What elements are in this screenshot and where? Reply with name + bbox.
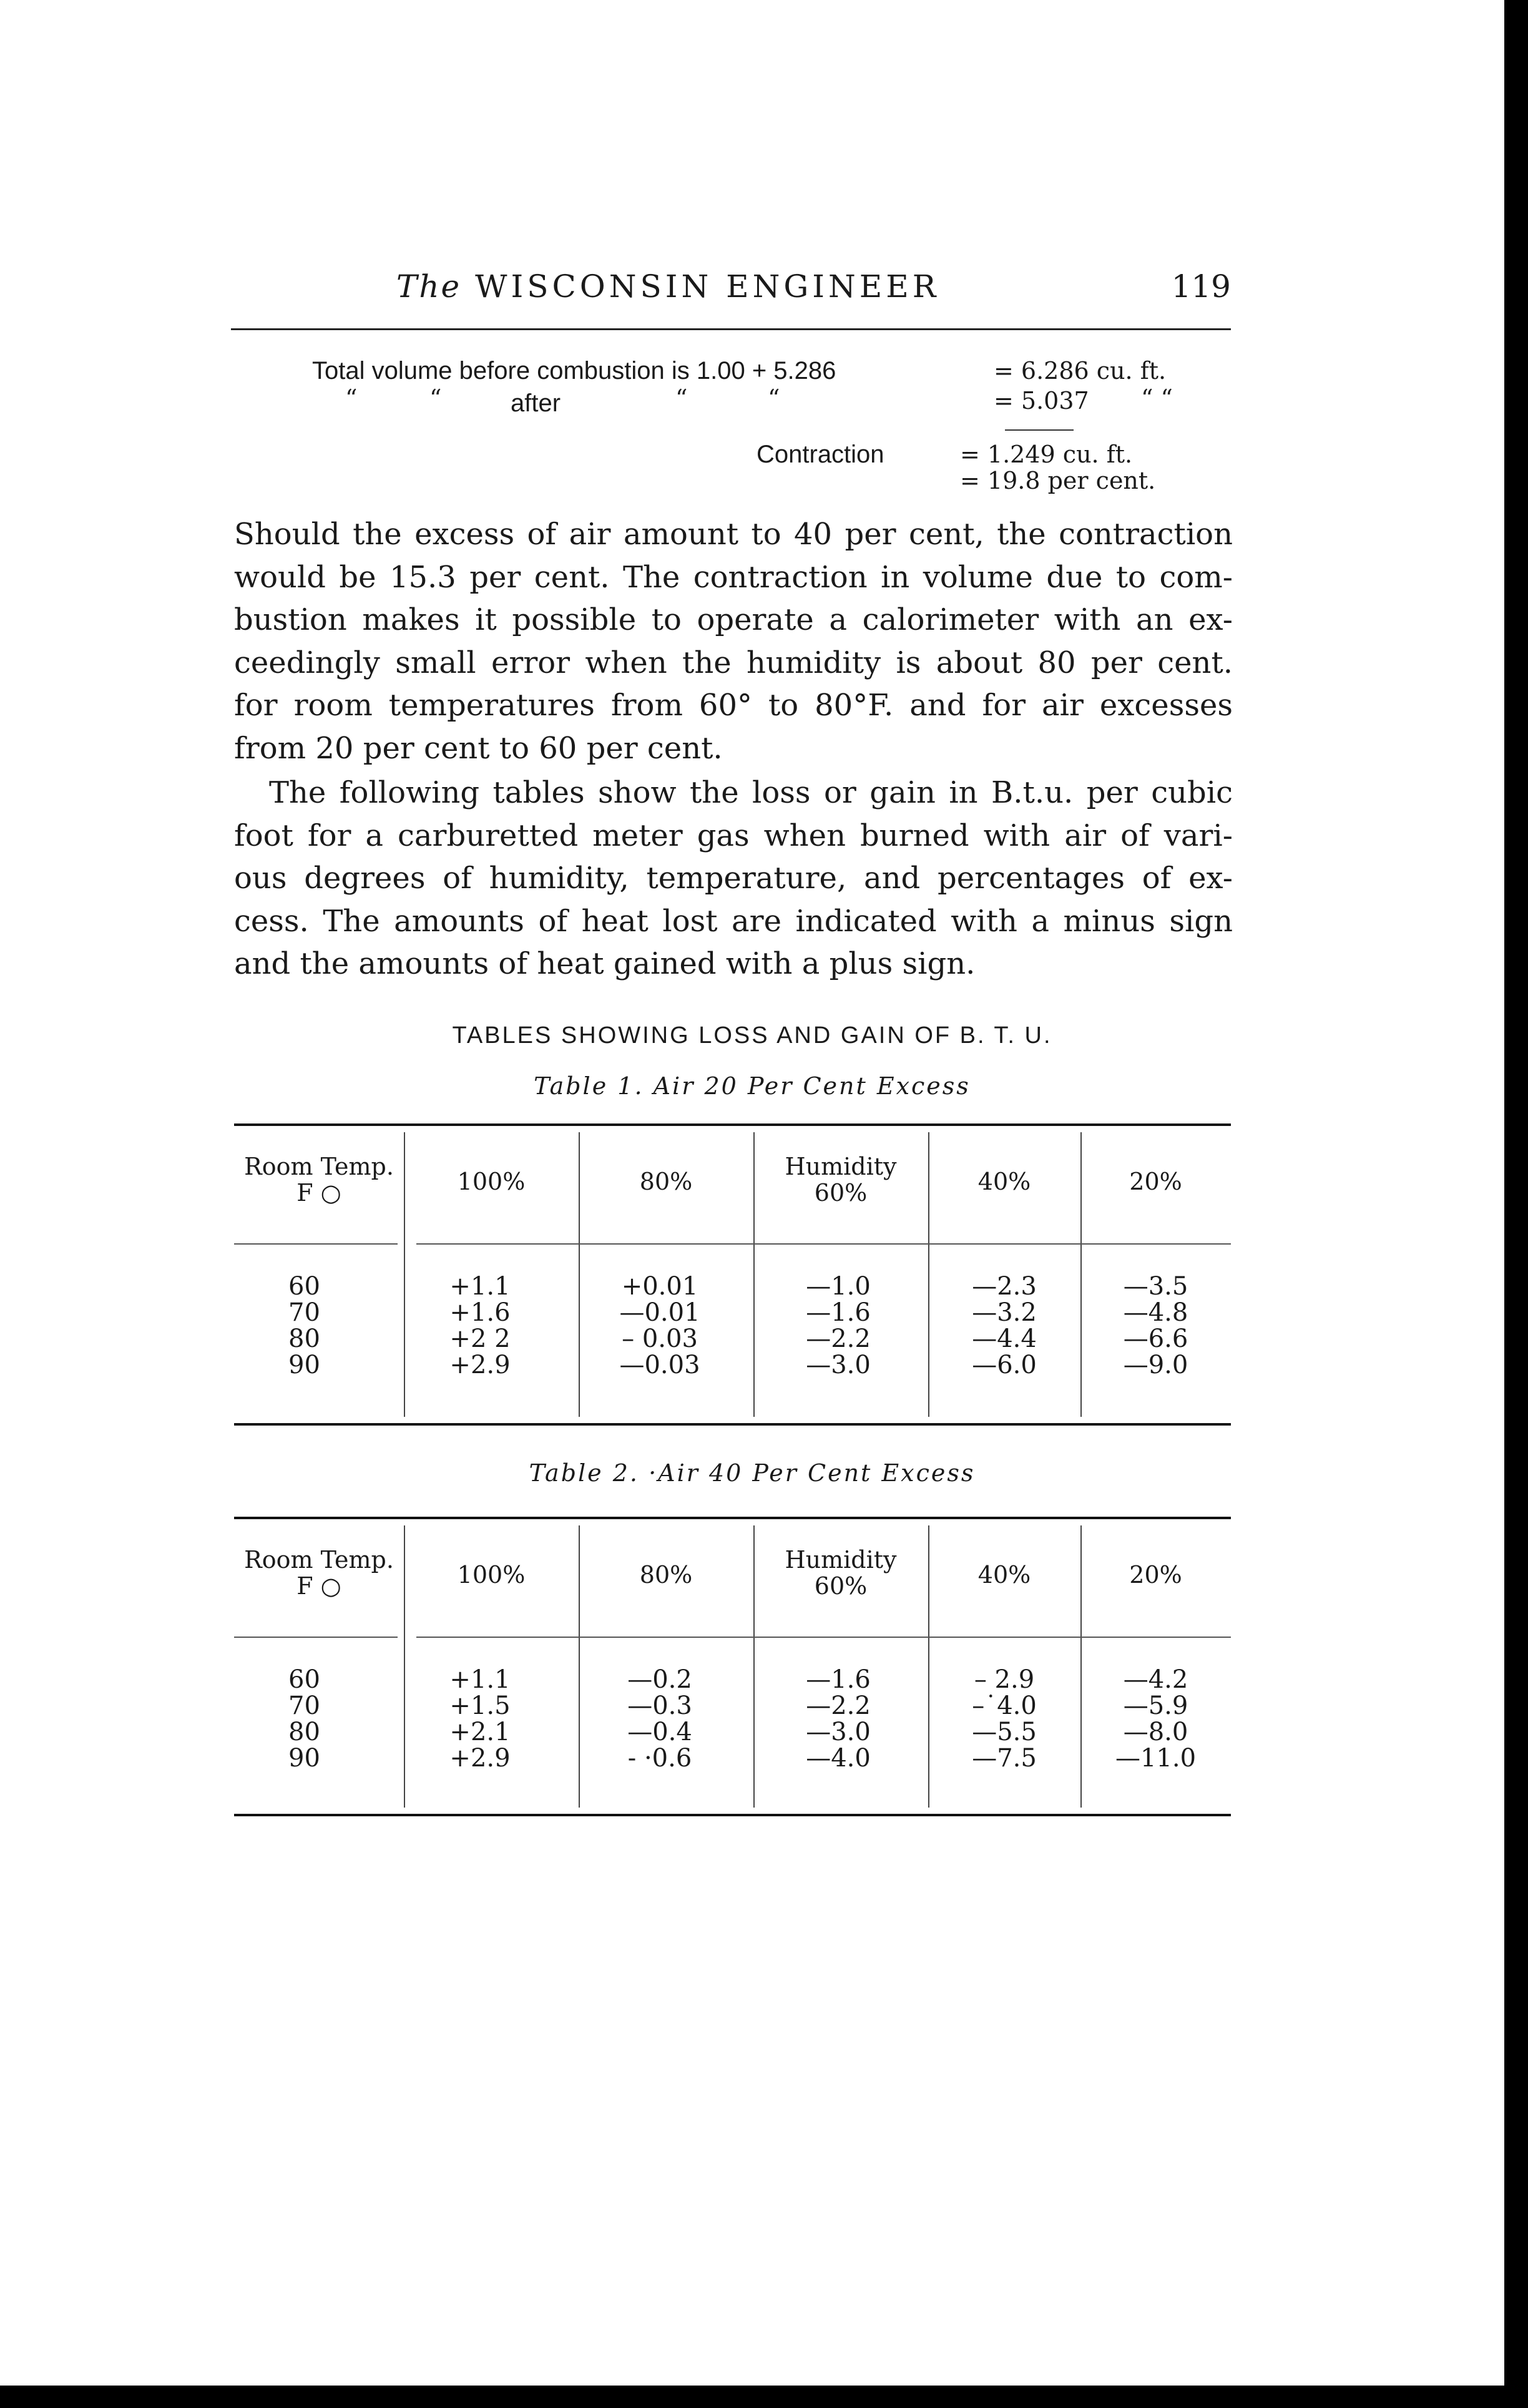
table-cell: —6.0: [972, 1351, 1037, 1379]
header-underline: [416, 1637, 1231, 1638]
table-rule: [234, 1814, 1231, 1816]
header-underline: [234, 1637, 398, 1638]
sum-rule: [1005, 429, 1074, 431]
table-cell: —8.0: [1123, 1718, 1188, 1746]
table-cell: —2.2: [806, 1324, 871, 1353]
calc-ditto-1: “: [345, 384, 358, 412]
value-column: [579, 1273, 741, 1378]
table-rule: [234, 1423, 1231, 1426]
running-header: [231, 268, 1231, 312]
table-cell: +2.9: [449, 1744, 511, 1773]
table-cell: – 0.03: [622, 1324, 698, 1353]
table-cell: —4.2: [1123, 1665, 1188, 1694]
table-cell: 90: [288, 1744, 320, 1773]
table-cell: 90: [288, 1351, 320, 1379]
table-cell: —5.5: [972, 1718, 1037, 1746]
calc-after-label: after: [511, 389, 561, 417]
table-cell: —1.6: [806, 1298, 871, 1327]
table-cell: —3.2: [972, 1298, 1037, 1327]
text-line: bustion makes it possible to operate a calorimeter with an ex-: [234, 602, 1233, 637]
contraction-value: = 1.249 cu. ft.: [960, 441, 1133, 468]
column-header: 60%: [814, 1179, 868, 1206]
text-line: from 20 per cent to 60 per cent.: [234, 730, 723, 766]
table-cell: —0.3: [627, 1691, 692, 1720]
text-line: Should the excess of air amount to 40 per cent, the contraction: [234, 517, 1233, 552]
table-cell: —4.4: [972, 1324, 1037, 1353]
column-header: 100%: [457, 1168, 526, 1195]
value-column: [928, 1273, 1080, 1378]
calc-line-before: Total volume before combustion is 1.00 + 5.286: [312, 357, 836, 384]
humidity-label: Humidity: [785, 1153, 897, 1180]
column-header: 60%: [814, 1572, 868, 1600]
table-cell: —1.0: [806, 1272, 871, 1301]
value-column: [753, 1273, 923, 1378]
table-cell: – 2.9: [974, 1665, 1035, 1694]
table-cell: —4.8: [1123, 1298, 1188, 1327]
text-line: and the amounts of heat gained with a plus sign.: [234, 946, 976, 981]
table-cell: —2.2: [806, 1691, 871, 1720]
table-cell: +1.6: [449, 1298, 511, 1327]
tables-heading: TABLES SHOWING LOSS AND GAIN OF B. T. U.: [452, 1022, 1052, 1049]
value-column: [404, 1667, 556, 1771]
header-underline: [234, 1243, 398, 1245]
value-column: [1080, 1273, 1231, 1378]
room-temp-header: [234, 1153, 404, 1206]
temp-column: [234, 1667, 375, 1771]
text-line: The following tables show the loss or gain in B.t.u. per cubic: [269, 775, 1233, 810]
table-cell: 70: [288, 1298, 320, 1327]
value-column: [1080, 1667, 1231, 1771]
column-header: 40%: [977, 1561, 1031, 1588]
table-cell: —3.0: [806, 1718, 871, 1746]
temp-column: [234, 1273, 375, 1378]
header-underline: [416, 1243, 1231, 1245]
room-temp-header: [234, 1547, 404, 1599]
table-cell: +2 2: [449, 1324, 511, 1353]
table-cell: +1.1: [449, 1665, 511, 1694]
humidity-header: [753, 1547, 928, 1599]
journal-name: WISCONSIN ENGINEER: [475, 268, 940, 305]
column-header: 80%: [639, 1561, 693, 1588]
calc-ditto-5: “ “: [1141, 384, 1173, 412]
value-column: [928, 1667, 1080, 1771]
header-rule: [231, 328, 1231, 330]
text-line: ous degrees of humidity, temperature, and percentages of ex-: [234, 861, 1233, 896]
table-cell: +0.01: [621, 1272, 698, 1301]
table-cell: —3.5: [1123, 1272, 1188, 1301]
table-cell: —0.2: [627, 1665, 692, 1694]
table-cell: —2.3: [972, 1272, 1037, 1301]
table-cell: +1.5: [449, 1691, 511, 1720]
column-header: 20%: [1129, 1168, 1182, 1195]
table-cell: —1.6: [806, 1665, 871, 1694]
table-cell: —3.0: [806, 1351, 871, 1379]
paragraph-2: [234, 771, 1233, 986]
table-cell: +1.1: [449, 1272, 511, 1301]
value-column: [404, 1273, 556, 1378]
table-cell: —7.5: [972, 1744, 1037, 1773]
table2-caption: Table 2. ·Air 40 Per Cent Excess: [529, 1459, 976, 1487]
table-cell: —0.4: [627, 1718, 692, 1746]
page-number: 119: [1171, 268, 1231, 305]
column-header: 80%: [639, 1168, 693, 1195]
table-cell: –˙4.0: [972, 1691, 1037, 1720]
calc-after-value: = 5.037: [994, 387, 1089, 414]
paragraph-1: [234, 513, 1233, 770]
text-line: foot for a carburetted meter gas when burned with air of vari-: [234, 818, 1233, 853]
table-cell: 80: [288, 1718, 320, 1746]
table-cell: 60: [288, 1272, 320, 1301]
calc-ditto-3: “: [675, 384, 688, 412]
room-temp-label: Room Temp.: [244, 1546, 394, 1574]
room-temp-unit: F ○: [296, 1179, 341, 1206]
column-header: 100%: [457, 1561, 526, 1588]
table-cell: +2.9: [449, 1351, 511, 1379]
table-cell: —9.0: [1123, 1351, 1188, 1379]
table-cell: —0.03: [619, 1351, 700, 1379]
table-cell: 80: [288, 1324, 320, 1353]
calc-ditto-4: “: [768, 384, 780, 412]
humidity-label: Humidity: [785, 1546, 897, 1574]
table-cell: 60: [288, 1665, 320, 1694]
table-cell: —4.0: [806, 1744, 871, 1773]
column-header: 40%: [977, 1168, 1031, 1195]
table2: [234, 1517, 1231, 1820]
humidity-header: [753, 1153, 928, 1206]
table-cell: 70: [288, 1691, 320, 1720]
value-column: [579, 1667, 741, 1771]
text-line: ceedingly small error when the humidity is about 80 per cent.: [234, 645, 1233, 680]
table-cell: —0.01: [619, 1298, 700, 1327]
calc-line-before-value: = 6.286 cu. ft.: [994, 357, 1167, 384]
room-temp-unit: F ○: [296, 1572, 341, 1600]
table-cell: +2.1: [449, 1718, 511, 1746]
calc-ditto-2: “: [429, 384, 442, 412]
table-rule: [234, 1123, 1231, 1126]
table-cell: —11.0: [1115, 1744, 1197, 1773]
text-line: cess. The amounts of heat lost are indicated with a minus sign: [234, 903, 1233, 939]
contraction-percent: = 19.8 per cent.: [960, 467, 1156, 494]
text-line: would be 15.3 per cent. The contraction in volume due to com-: [234, 559, 1233, 595]
table-cell: - ·0.6: [627, 1744, 692, 1773]
text-line: for room temperatures from 60° to 80°F. and for air excesses: [234, 688, 1233, 723]
table-cell: —5.9: [1123, 1691, 1188, 1720]
table-cell: —6.6: [1123, 1324, 1188, 1353]
column-header: 20%: [1129, 1561, 1182, 1588]
table1: [234, 1123, 1231, 1429]
table1-caption: Table 1. Air 20 Per Cent Excess: [534, 1072, 971, 1100]
contraction-label: Contraction: [757, 441, 884, 468]
journal-title: [396, 268, 939, 305]
table-rule: [234, 1517, 1231, 1519]
room-temp-label: Room Temp.: [244, 1153, 394, 1180]
journal-prefix: The: [396, 268, 462, 305]
value-column: [753, 1667, 923, 1771]
